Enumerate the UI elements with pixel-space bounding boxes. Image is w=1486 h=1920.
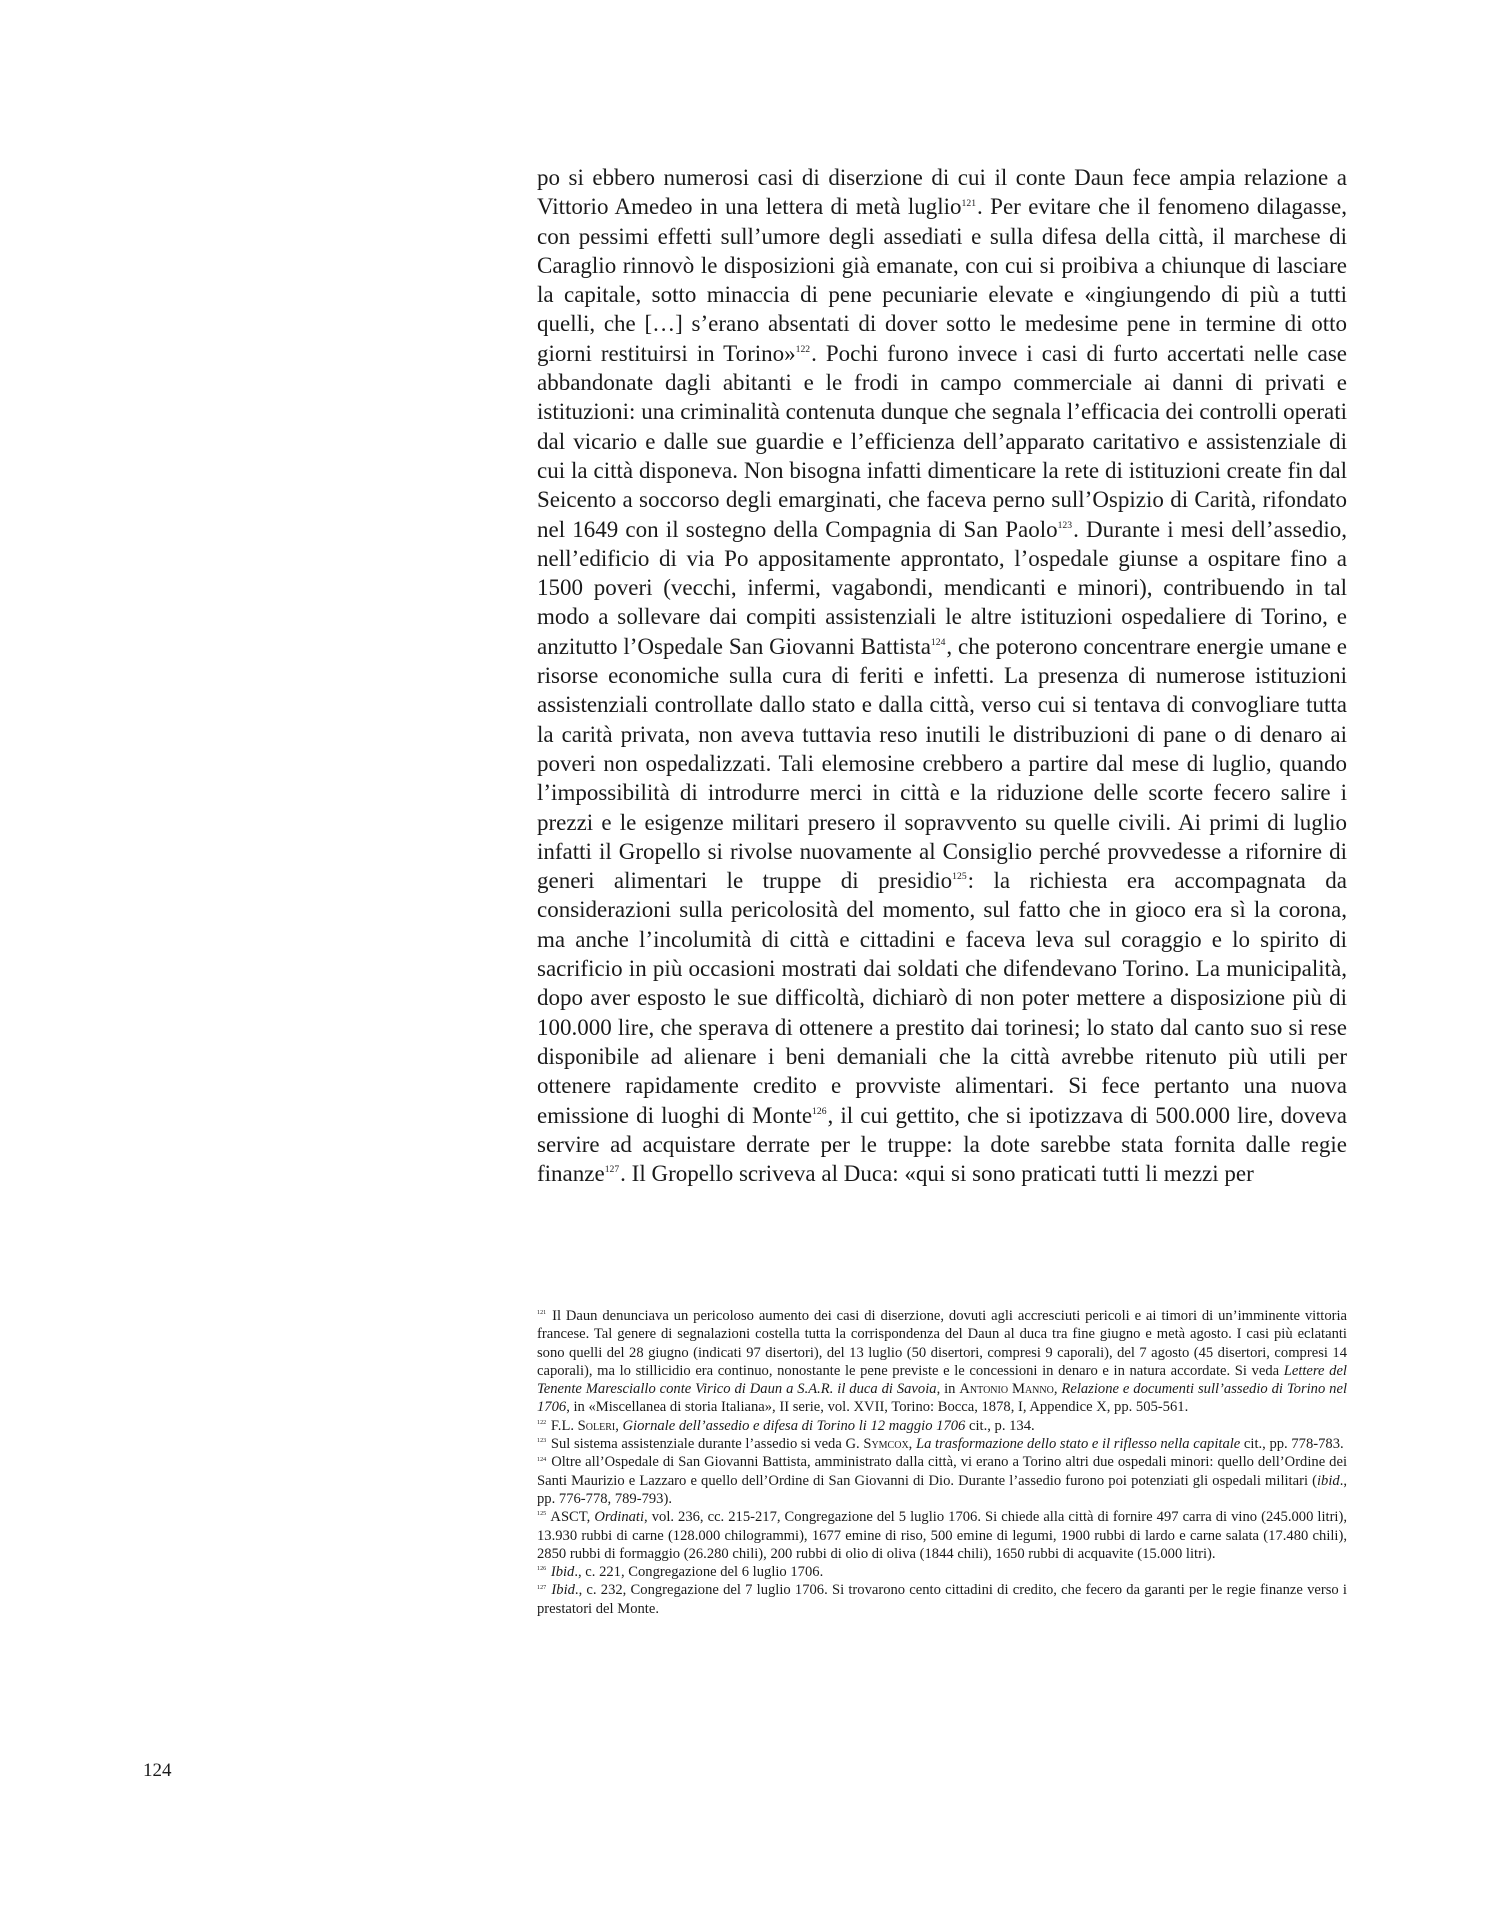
footnote-122: $^{122}$ F.L. Soleri, Giornale dell’assedio e difesa di Torino li 12 maggio 1706 cit., p. 134. (537, 1417, 1035, 1434)
footnote-ref[interactable]: 126 (812, 1105, 827, 1117)
footnote-123: $^{123}$ Sul sistema assistenziale durante l’assedio si veda G. Symcox, La trasformazione dello stato e il riflesso nella capitale cit., pp. 778-783. (537, 1436, 1344, 1453)
footnote-ref[interactable]: 125 (952, 871, 967, 883)
paragraph: po si ebbero numerosi casi di diserzione di cui il conte Daun fece ampia relazione a Vittorio Amedeo in una lettera di metà luglio$^{121}$. Per evitare che il fenomeno dilagasse, con pessimi effetti sull’umore degli assediati e sulla difesa della città, il marchese di Caraglio rinnovò le disposizioni già emanate, con cui si proibiva a chiunque di lasciare la capitale, sotto minaccia di pene pecuniarie elevate e «ingiungendo di più a tutti quelli, che […] s’erano absentati di dover sotto le medesime pene in termine di otto giorni restituirsi in Torino»$^{122}$. Pochi furono invece i casi di furto accertati nelle case abbandonate dagli abitanti e le frodi in campo commerciale ai danni di privati e istituzioni: una criminalità contenuta dunque che segnala l’efficacia dei controlli operati dal vicario e dalle sue guardie e l’efficienza dell’apparato caritativo e assistenziale di cui la città disponeva. Non bisogna infatti dimenticare la rete di istituzioni create fin dal Seicento a soccorso degli emarginati, che faceva perno sull’Ospizio di Carità, rifondato nel 1649 con il sostegno della Compagnia di San Paolo$^{123}$. Durante i mesi dell’assedio, nell’edificio di via Po appositamente approntato, l’ospedale giunse a ospitare fino a 1500 poveri (vecchi, infermi, vagabondi, mendicanti e minori), contribuendo in tal modo a sollevare dai compiti assistenziali le altre istituzioni ospedaliere di Torino, e anzitutto l’Ospedale San Giovanni Battista$^{124}$, che poterono concentrare energie umane e risorse economiche sulla cura di feriti e infetti. La presenza di numerose istituzioni assistenziali controllate dallo stato e dalla città, verso cui si tentava di convogliare tutta la carità privata, non aveva tuttavia reso inutili le distribuzioni di pane o di denaro ai poveri non ospedalizzati. Tali elemosine crebbero a partire dal mese di luglio, quando l’impossibilità di introdurre merci in città e la riduzione delle scorte fecero salire i prezzi e le esigenze militari presero il sopravvento su quelle civili. Ai primi di luglio infatti il Gropello si rivolse nuovamente al Consiglio perché provvedesse a rifornire di generi alimentari le truppe di presidio$^{125}$: la richiesta era accompagnata da considerazioni sulla pericolosità del momento, sul fatto che in gioco era sì la corona, ma anche l’incolumità di città e cittadini e faceva leva sul coraggio e lo spirito di sacrificio in più occasioni mostrati dai soldati che difendevano Torino. La municipalità, dopo aver esposto le sue difficoltà, dichiarò di non poter mettere a disposizione più di 100.000 lire, che sperava di ottenere a prestito dai torinesi; lo stato dal canto suo si rese disponibile ad alienare i beni demaniali che la città avrebbe ritenuto più utili per ottenere rapidamente credito e provviste alimentari. Si fece pertanto una nuova emissione di luoghi di Monte$^{126}$, il cui gettito, che si ipotizzava di 500.000 lire, doveva servire ad acquistare derrate per le truppe: la dote sarebbe stata fornita dalle regie finanze$^{127}$. Il Gropello scriveva al Duca: «qui si sono praticati tutti li mezzi per (537, 165, 1347, 1187)
page-number: 124 (143, 1760, 172, 1781)
footnote-121: $^{121}$ Il Daun denunciava un pericoloso aumento dei casi di diserzione, dovuti agli accresciuti pericoli e ai timori di un’imminente vittoria francese. Tal genere di segnalazioni costella tutta la corrispondenza del Daun al duca tra fine giugno e metà agosto. I casi più eclatanti sono quelli del 28 giugno (indicati 97 disertori), del 13 luglio (50 disertori, compresi 9 caporali), del 7 agosto (45 disertori, compresi 14 caporali), ma lo stillicidio era continuo, nonostante le pene previste e le concessioni in denaro e in natura accordate. Si veda Lettere del Tenente Maresciallo conte Virico di Daun a S.A.R. il duca di Savoia, in Antonio Manno, Relazione e documenti sull’assedio di Torino nel 1706, in «Miscellanea di storia Italiana», II serie, vol. XVII, Torino: Bocca, 1878, I, Appendice X, pp. 505-561. (537, 1308, 1348, 1416)
footnote-ref[interactable]: 124 (930, 637, 946, 649)
footnote-number: 121 (537, 1310, 547, 1317)
footnote-ref[interactable]: 123 (1057, 519, 1073, 531)
footnote-126: $^{126}$ Ibid., c. 221, Congregazione del 6 luglio 1706. (537, 1564, 824, 1581)
footnote-number: 125 (537, 1511, 547, 1518)
footnote-number: 127 (537, 1584, 547, 1591)
footnote-number: 122 (537, 1419, 547, 1426)
footnote-127: $^{127}$ Ibid., c. 232, Congregazione del 7 luglio 1706. Si trovarono cento cittadini di credito, che fecero da garanti per le regie finanze verso i prestatori del Monte. (537, 1582, 1347, 1617)
footnote-125: $^{125}$ ASCT, Ordinati, vol. 236, cc. 215-217, Congregazione del 5 luglio 1706. Si chiede alla città di fornire 497 carra di vino (245.000 litri), 13.930 rubbi di carne (128.000 chilogrammi), 1677 emine di riso, 500 emine di legumi, 1900 rubbi di lardo e carne salata (17.480 chili), 2850 rubbi di formaggio (26.280 chili), 200 rubbi di olio di oliva (1844 chili), 1650 rubbi di acquavite (15.000 litri). (537, 1509, 1347, 1562)
footnote-ref[interactable]: 127 (604, 1164, 620, 1176)
footnote-number: 126 (537, 1566, 547, 1573)
footnote-ref[interactable]: 122 (795, 344, 811, 356)
footnote-124: $^{124}$ Oltre all’Ospedale di San Giovanni Battista, amministrato dalla città, vi erano a Torino altri due ospedali minori: quello dell’Ordine dei Santi Maurizio e Lazzaro e quello dell’Ordine di San Giovanni di Dio. Durante l’assedio furono poi potenziati gli ospedali militari (ibid., pp. 776-778, 789-793). (537, 1454, 1348, 1507)
footnote-number: 123 (537, 1438, 547, 1445)
footnote-number: 124 (537, 1456, 547, 1463)
footnotes (537, 1307, 1347, 1618)
main-text (537, 163, 1347, 1188)
footnote-ref[interactable]: 121 (961, 197, 977, 209)
